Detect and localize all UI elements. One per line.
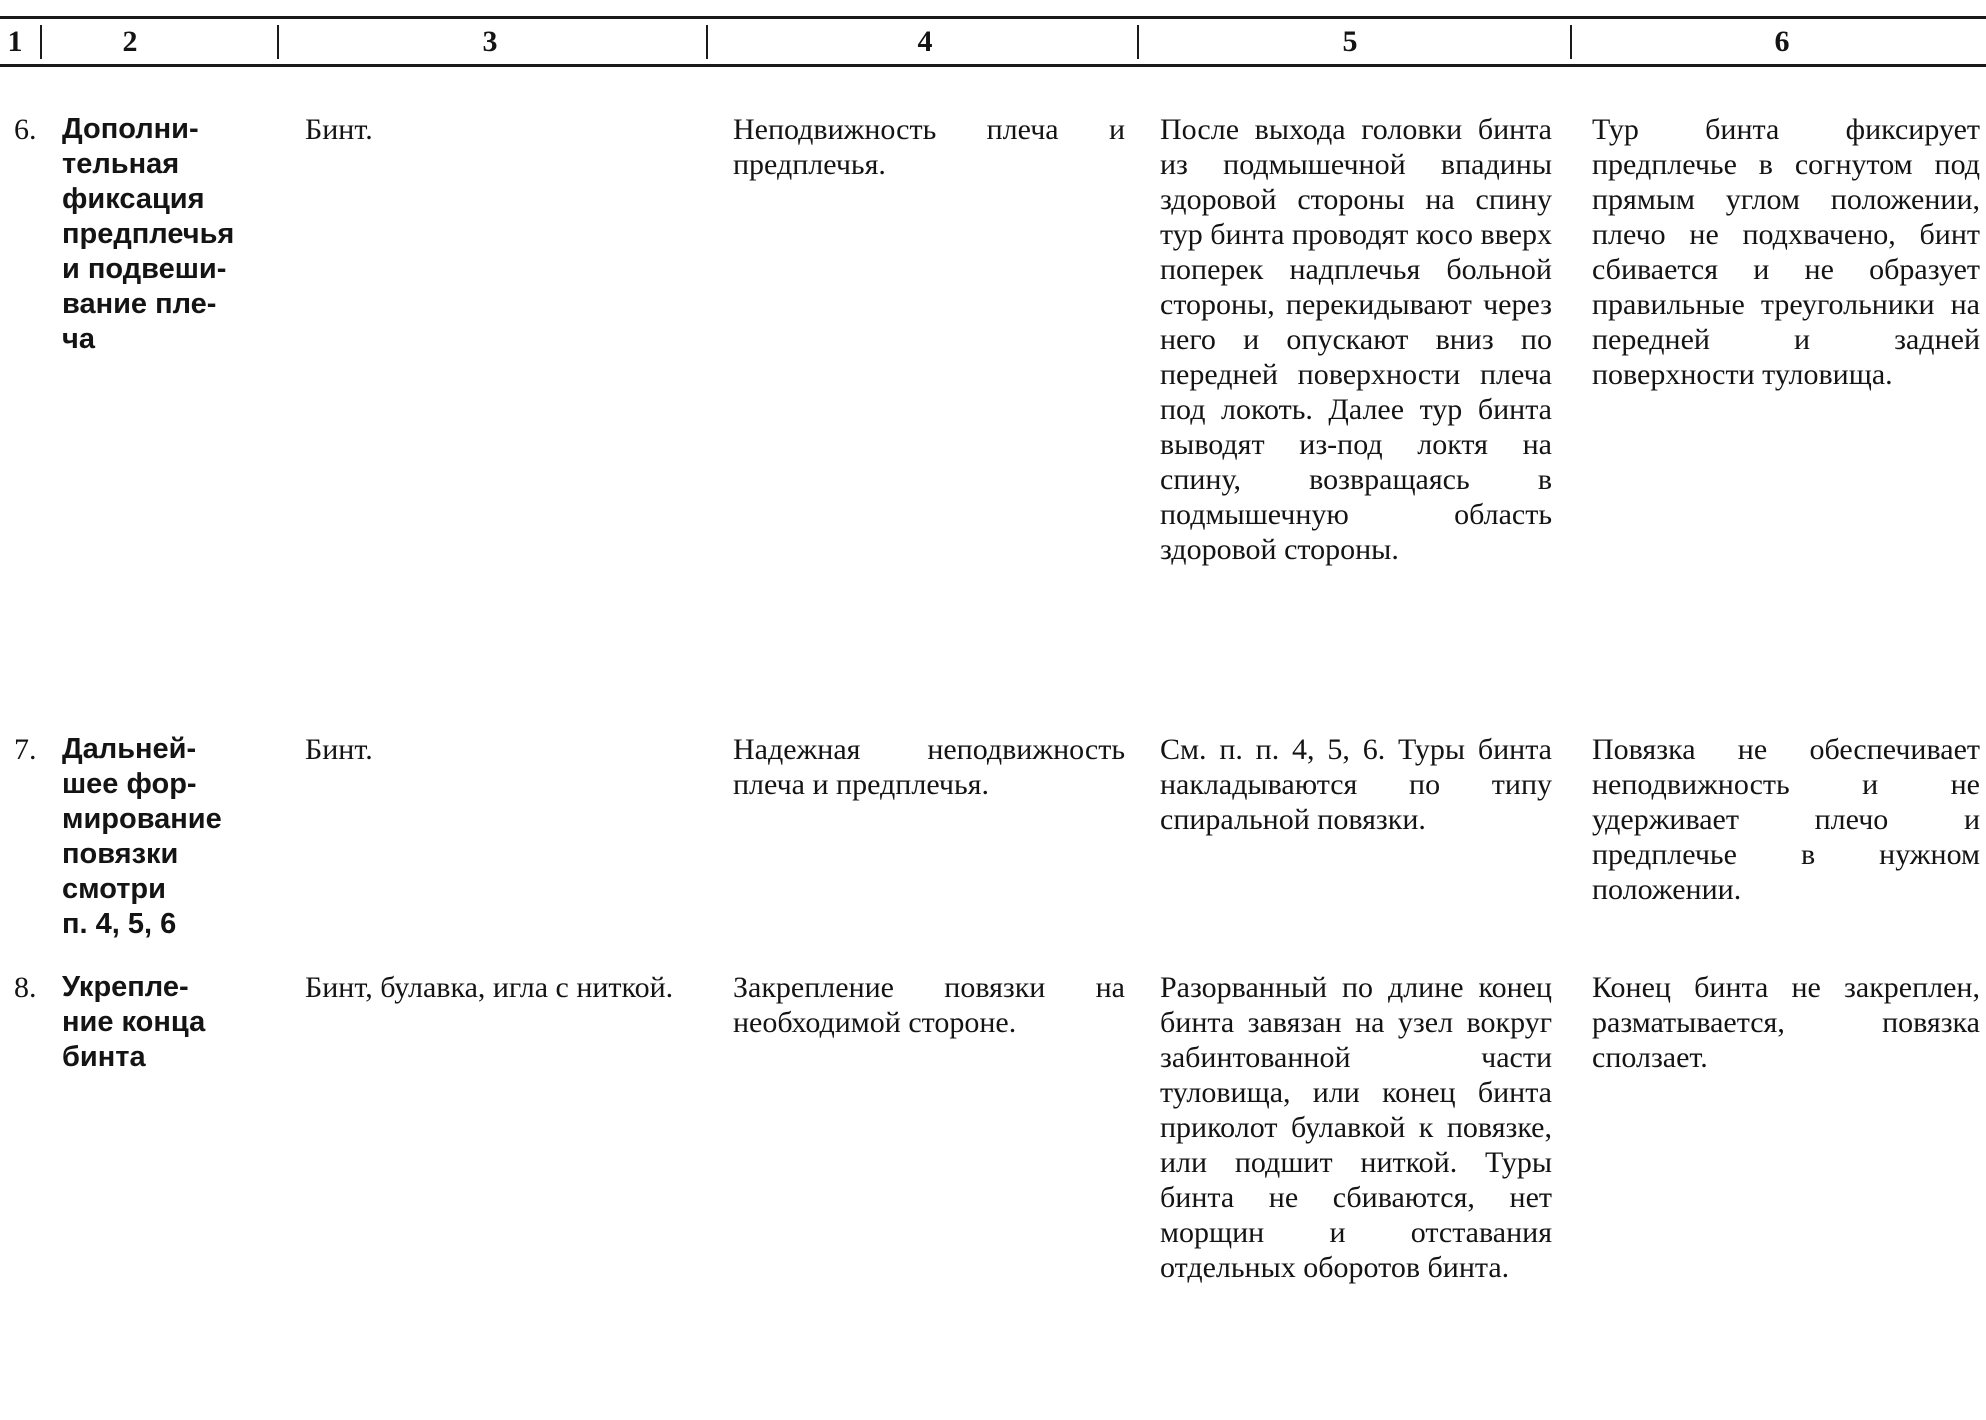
column-divider bbox=[1570, 25, 1572, 59]
errors-cell: Тур бинта фиксирует предплечье в согнутом под прямым углом положении, плечо не подхвачено, бинт сбивается и не образует правильные треугольники на передней и задней поверхности туловища. bbox=[1592, 113, 1980, 391]
row-number: 6. bbox=[14, 113, 37, 146]
row-number: 7. bbox=[14, 733, 37, 766]
column-number-2: 2 bbox=[122, 25, 138, 58]
row-number: 8. bbox=[14, 971, 37, 1004]
column-number-6: 6 bbox=[1774, 25, 1790, 58]
technique-cell: Разорванный по длине конец бинта завязан на узел вокруг забинтованной части туловища, или конец бинта приколот булавкой к повязке, или подшит ниткой. Туры бинта не сбиваются, нет морщин и отставания отдельных оборотов бинта. bbox=[1160, 971, 1552, 1284]
step-name: Дополни- тельная фиксация предплечья и подвеши- вание пле- ча bbox=[62, 113, 235, 355]
materials-cell: Бинт, булавка, игла с ниткой. bbox=[305, 971, 674, 1004]
technique-cell: После выхода головки бинта из подмышечной впадины здоровой стороны на спину тур бинта проводят косо вверх поперек надплечья больной стороны, перекидывают через него и опускают вниз по передней поверхности плеча под локоть. Далее тур бинта выводят из-под локтя на спину, возвращаясь в подмышечную область здоровой стороны. bbox=[1160, 113, 1552, 566]
column-number-4: 4 bbox=[917, 25, 933, 58]
table-header bbox=[0, 19, 1986, 64]
column-divider bbox=[706, 25, 708, 59]
goal-cell: Закрепление повязки на необходимой стороне. bbox=[733, 971, 1125, 1039]
errors-cell: Повязка не обеспечивает неподвижность и не удерживает плечо и предплечье в нужном положении. bbox=[1592, 733, 1980, 906]
materials-cell: Бинт. bbox=[305, 113, 373, 146]
step-name: Дальней- шее фор- мирование повязки смотри п. 4, 5, 6 bbox=[62, 733, 222, 940]
column-number-5: 5 bbox=[1342, 25, 1358, 58]
step-name: Укрепле- ние конца бинта bbox=[62, 971, 206, 1073]
goal-cell: Надежная неподвижность плеча и предплечья. bbox=[733, 733, 1125, 801]
column-divider bbox=[277, 25, 279, 59]
errors-cell: Конец бинта не закреплен, разматывается, повязка сползает. bbox=[1592, 971, 1980, 1074]
column-number-1: 1 bbox=[7, 25, 23, 58]
materials-cell: Бинт. bbox=[305, 733, 373, 766]
table-header-rule bbox=[0, 64, 1986, 67]
goal-cell: Неподвижность плеча и предплечья. bbox=[733, 113, 1125, 181]
technique-cell: См. п. п. 4, 5, 6. Туры бинта накладываются по типу спиральной повязки. bbox=[1160, 733, 1552, 836]
column-divider bbox=[40, 25, 42, 59]
column-divider bbox=[1137, 25, 1139, 59]
column-number-3: 3 bbox=[482, 25, 498, 58]
